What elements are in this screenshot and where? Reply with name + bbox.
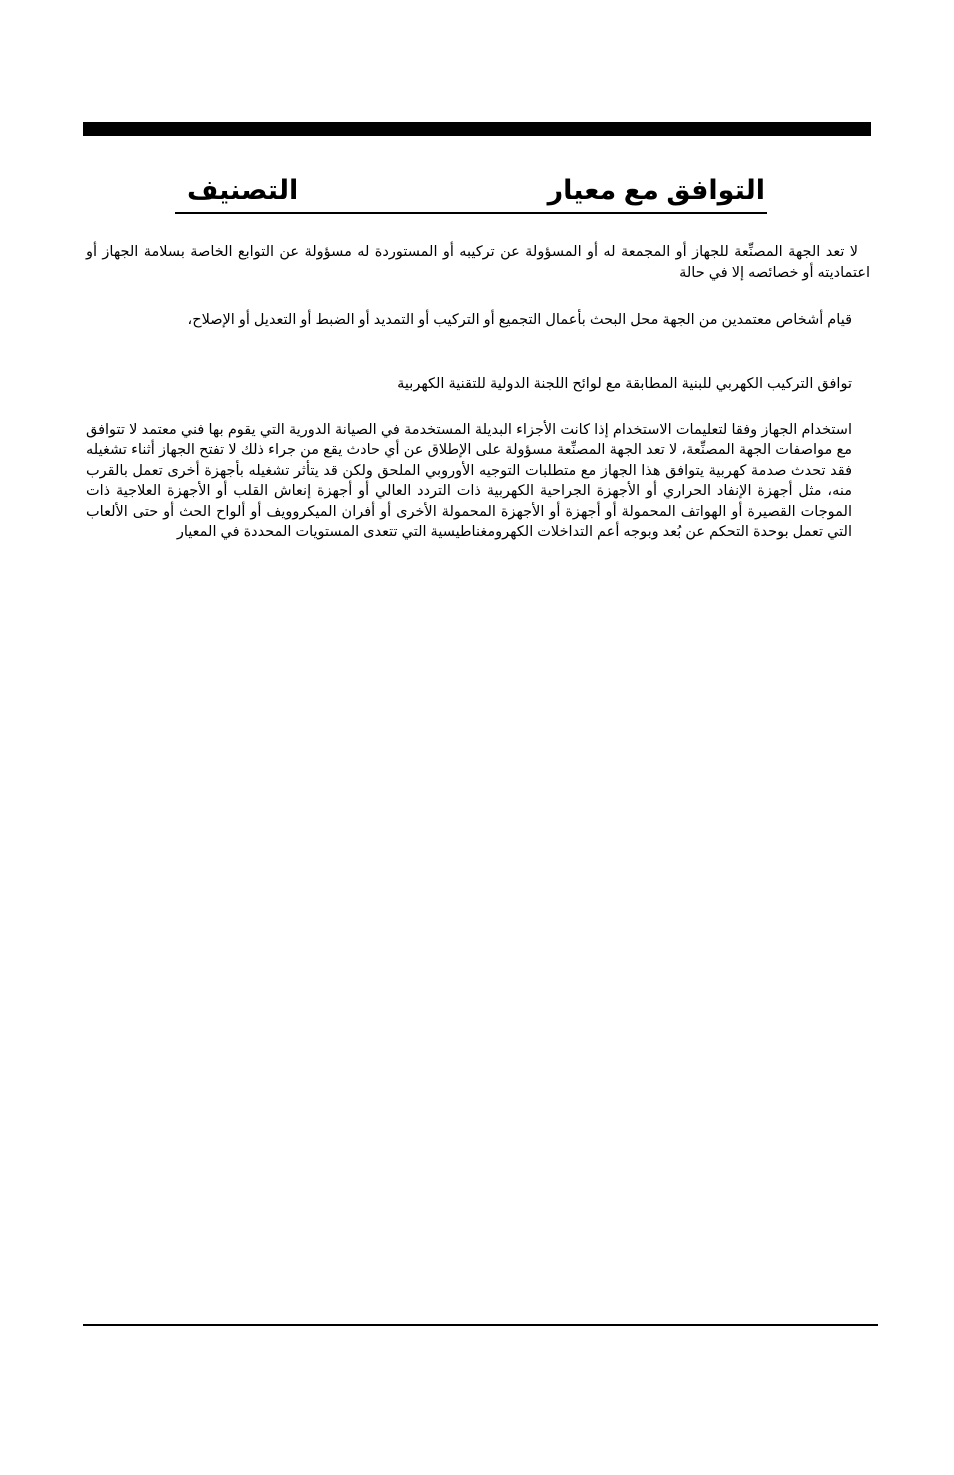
top-rule (83, 122, 871, 136)
bottom-rule (83, 1324, 878, 1326)
paragraph-usage-emc: استخدام الجهاز وفقا لتعليمات الاستخدام إذا كانت الأجزاء البديلة المستخدمة في الصيانة الدورية التي يقوم بها فني معتمد لا تتوافق مع مواصفات الجهة المصنِّعة، لا تعد الجهة المصنِّعة مسؤولة على الإطلاق عن أي حادث يقع من جراء ذلك لا تفتح الجهاز أثناء تشغيله فقد تحدث صدمة كهربية يتوافق هذا الجهاز مع متطلبات التوجيه الأوروبي الملحق ولكن قد يتأثر تشغيله بأجهزة أخرى تعمل بالقرب منه، مثل أجهزة الإنفاد الحراري أو الأجهزة الجراحية الكهربية ذات التردد العالي أو أجهزة إنعاش القلب أو الأجهزة العلاجية ذات الموجات القصيرة أو الهواتف المحمولة أو أجهزة أو الأجهزة المحمولة الأخرى أو أفران الميكروويف أو ألواح الحث أو حتى الألعاب التي تعمل بوحدة التحكم عن بُعد وبوجه أعم التداخلات الكهرومغناطيسية التي تتعدى المستويات المحددة في المعيار (86, 422, 852, 541)
paragraph-electrical-installation: توافق التركيب الكهربي للبنية المطابقة مع لوائح اللجنة الدولية للتقنية الكهربية (397, 376, 852, 392)
heading-classification: التصنيف (187, 175, 299, 205)
section-heading (175, 170, 767, 214)
paragraph-authorized-persons: قيام أشخاص معتمدين من الجهة محل البحث بأعمال التجميع أو التركيب أو التمديد أو الضبط أو التعديل أو الإصلاح، (187, 312, 852, 328)
paragraph-manufacturer-liability: لا تعد الجهة المصنِّعة للجهاز أو المجمعة له أو المسؤولة عن تركيبه أو المستوردة له مسؤولة عن التوابع الخاصة بسلامة الجهاز أو اعتماديته أو خصائصه إلا في حالة (86, 244, 870, 281)
heading-title: التوافق مع معيار (547, 175, 765, 205)
